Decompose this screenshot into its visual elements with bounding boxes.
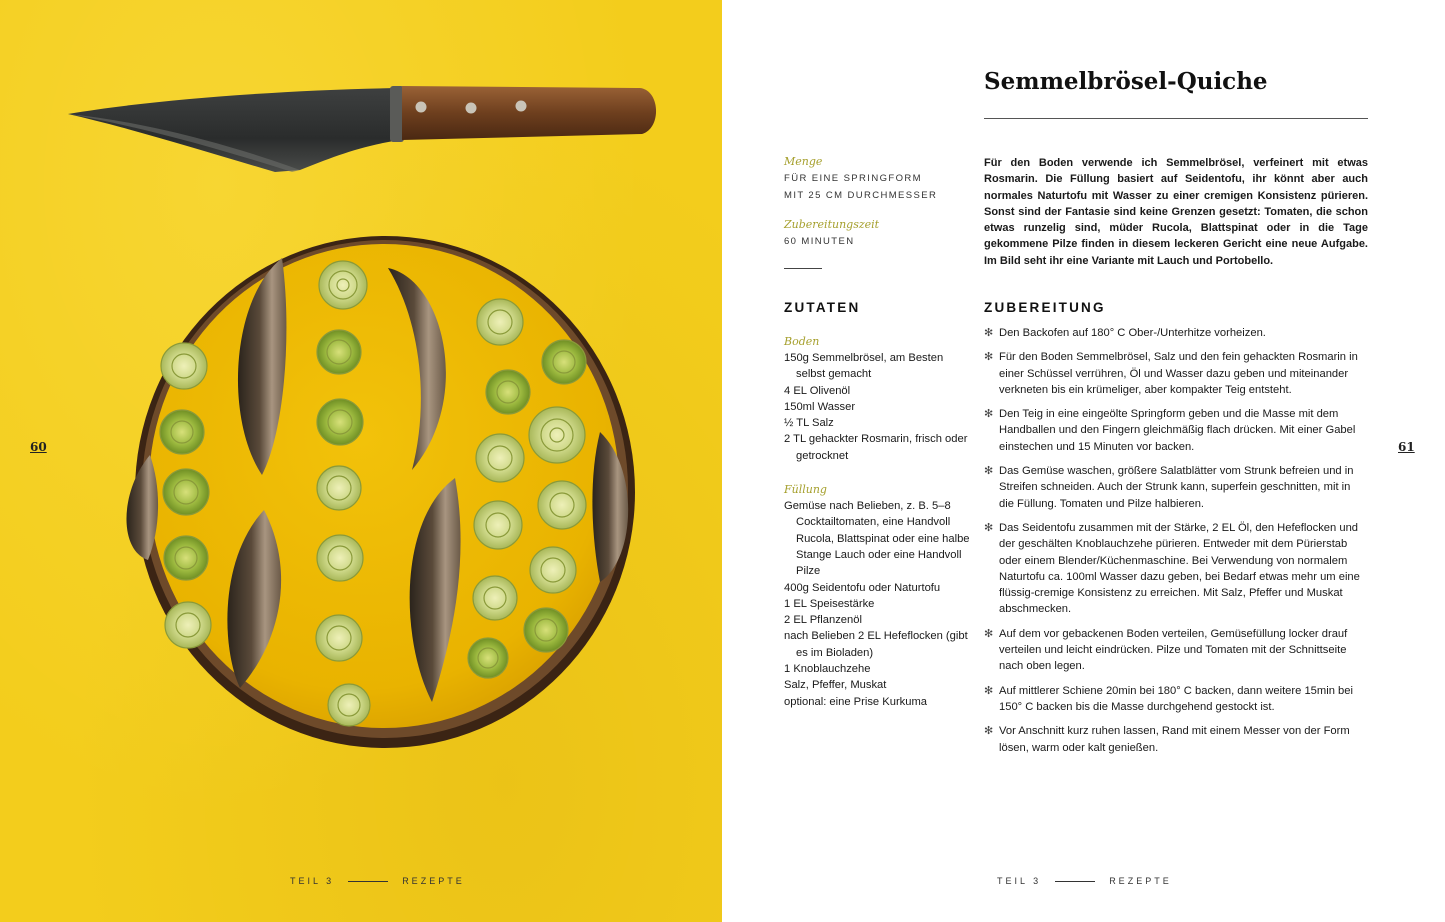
quiche-photo xyxy=(0,0,722,922)
recipe-title: Semmelbrösel-Quiche xyxy=(984,68,1268,95)
page-number-right: 61 xyxy=(1398,440,1415,454)
asterisk-icon: ✻ xyxy=(984,627,994,640)
asterisk-icon: ✻ xyxy=(984,684,994,697)
zeit-label: Zubereitungszeit xyxy=(784,218,880,231)
ingredients-list xyxy=(784,333,974,727)
ingredient-item: 150g Semmelbrösel, am Besten selbst gemacht xyxy=(784,352,944,381)
ingredient-item: 1 Knoblauchzehe xyxy=(784,663,871,676)
ingredient-list-fuellung xyxy=(784,498,974,710)
step-text: Auf mittlerer Schiene 20min bei 180° C backen, dann weitere 15min bei 150° C backen bis die Masse durchgehend gestockt ist. xyxy=(999,684,1353,713)
step-item xyxy=(984,463,1368,512)
zeit-value: 60 MINUTEN xyxy=(784,236,855,247)
ingredient-item: optional: eine Prise Kurkuma xyxy=(784,695,928,708)
footer-part: TEIL 3 xyxy=(997,876,1042,886)
step-item xyxy=(984,626,1368,675)
ingredient-list-boden xyxy=(784,350,974,464)
ingredient-item: 1 EL Speisestärke xyxy=(784,597,875,610)
footer-dash xyxy=(1055,881,1095,882)
footer-left xyxy=(290,876,465,886)
footer-dash xyxy=(348,881,388,882)
step-item xyxy=(984,406,1368,455)
ingredient-item: 2 EL Pflanzenöl xyxy=(784,614,862,627)
footer-section: REZEPTE xyxy=(402,876,465,886)
menge-line-1: FÜR EINE SPRINGFORM xyxy=(784,173,922,184)
asterisk-icon: ✻ xyxy=(984,725,994,738)
step-text: Den Backofen auf 180° C Ober-/Unterhitze vorheizen. xyxy=(999,327,1266,339)
step-item xyxy=(984,325,1368,341)
step-text: Den Teig in eine eingeölte Springform geben und die Masse mit dem Handballen und den Fingern gleichmäßig flach drücken. Mit einer Gabel einstechen und 15 Minuten vor backen. xyxy=(999,408,1356,453)
step-text: Für den Boden Semmelbrösel, Salz und den fein gehackten Rosmarin in einer Schüssel verrühren, Öl und Wasser dazu geben und miteinander verkneten bis ein krümeliger, aber kompakter Teig entsteht. xyxy=(999,351,1358,396)
step-item xyxy=(984,349,1368,398)
title-rule xyxy=(984,118,1368,119)
step-text: Auf dem vor gebackenen Boden verteilen, Gemüsefüllung locker drauf verteilen und leicht eindrücken. Pilze und Tomaten mit der Schnittseite nach oben legen. xyxy=(999,627,1348,673)
left-page xyxy=(0,0,722,922)
ingredient-item: Gemüse nach Belieben, z. B. 5–8 Cocktailtomaten, eine Handvoll Rucola, Blattspinat oder eine halbe Stange Lauch oder eine Handvoll Pilze xyxy=(784,500,970,578)
zutaten-heading: ZUTATEN xyxy=(784,300,861,315)
step-item xyxy=(984,683,1368,716)
step-item xyxy=(984,520,1368,618)
zubereitung-heading: ZUBEREITUNG xyxy=(984,300,1106,315)
asterisk-icon: ✻ xyxy=(984,521,994,534)
meta-rule xyxy=(784,268,822,269)
step-text: Das Gemüse waschen, größere Salatblätter vom Strunk befreien und in Streifen schneiden. Auch der Strunk kann, superfein geschnitten, mit in die Füllung. Tomaten und Pilze halbieren. xyxy=(999,465,1354,510)
recipe-intro: Für den Boden verwende ich Semmelbrösel, verfeinert mit etwas Rosmarin. Die Füllung basiert auf Seidentofu, ihr könnt aber auch normales Naturtofu mit Wasser zu einer cremigen Konsistenz pürieren. Sonst sind der Fantasie sind keine Grenzen gesetzt: Tomaten, die schon etwas runzelig sind, müder Rucola, Blattspinat oder in die Tage gekommene Pilze finden in diesem leckeren Gericht eine neue Aufgabe. Im Bild seht ihr eine Variante mit Lauch und Portobello. xyxy=(984,157,1368,267)
ingredient-item: 2 TL gehackter Rosmarin, frisch oder getrocknet xyxy=(784,433,968,462)
preparation-steps xyxy=(984,325,1368,764)
step-text: Vor Anschnitt kurz ruhen lassen, Rand mit einem Messer von der Form lösen, warm oder kalt genießen. xyxy=(999,725,1350,754)
ingredient-item: 150ml Wasser xyxy=(784,400,856,413)
footer-section: REZEPTE xyxy=(1109,876,1172,886)
ingredient-item: 4 EL Olivenöl xyxy=(784,384,851,397)
asterisk-icon: ✻ xyxy=(984,465,994,478)
asterisk-icon: ✻ xyxy=(984,408,994,421)
ingredient-item: ½ TL Salz xyxy=(784,417,834,430)
asterisk-icon: ✻ xyxy=(984,327,994,339)
ingredient-group-boden: Boden xyxy=(784,335,820,348)
step-item xyxy=(984,723,1368,756)
menge-line-2: MIT 25 CM DURCHMESSER xyxy=(784,190,938,201)
ingredient-item: nach Belieben 2 EL Hefeflocken (gibt es im Bioladen) xyxy=(784,630,968,659)
ingredient-group-fuellung: Füllung xyxy=(784,483,827,497)
step-text: Das Seidentofu zusammen mit der Stärke, 2 EL Öl, den Hefeflocken und der geschälten Knoblauchzehe pürieren. Entweder mit dem Pürierstab oder einem Blender/Küchenmaschine. Bei Verwendung von normalem Naturtofu ca. 100ml Wasser dazu geben, bei Bedarf etwas mehr um eine flüssig-cremige Konsistenz zu erreichen. Mit Salz, Pfeffer und Muskat abschmecken. xyxy=(999,521,1360,616)
page-number-left: 60 xyxy=(30,440,47,454)
ingredient-item: Salz, Pfeffer, Muskat xyxy=(784,679,887,692)
knife xyxy=(68,86,656,172)
meta-gap xyxy=(784,204,974,218)
footer-right xyxy=(997,876,1172,886)
asterisk-icon: ✻ xyxy=(984,351,994,364)
menge-label: Menge xyxy=(784,155,823,168)
recipe-meta xyxy=(784,155,974,269)
footer-part: TEIL 3 xyxy=(290,876,335,886)
ingredient-item: 400g Seidentofu oder Naturtofu xyxy=(784,581,941,594)
